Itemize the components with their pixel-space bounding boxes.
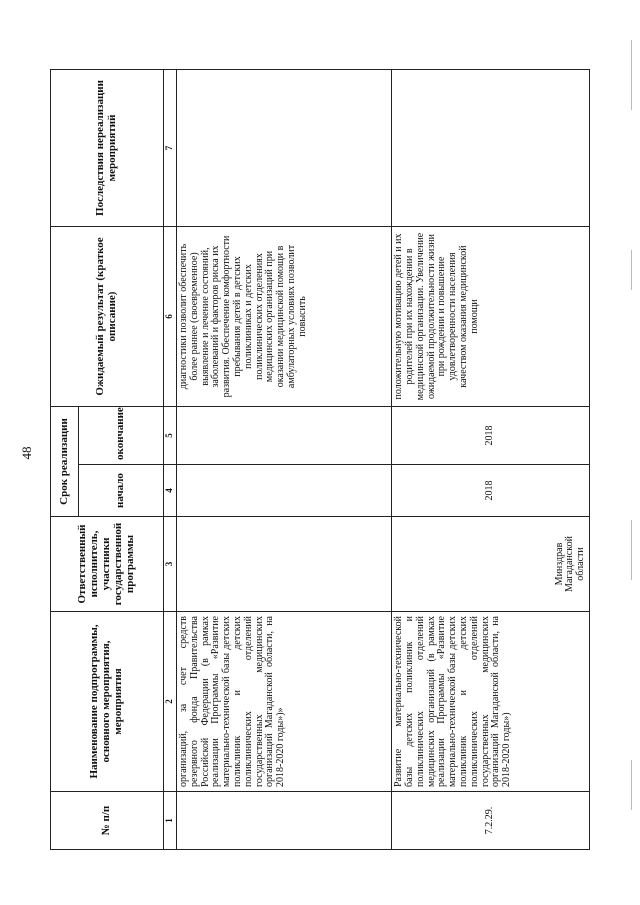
header-end: окончание: [79, 406, 164, 464]
header-start: начало: [79, 465, 164, 517]
column-number: 5: [164, 406, 177, 464]
row-name: Развитие материально-технической базы детских поликлиник и поликлинических отделений медицинских организаций (в рамках реализации Программы «Развитие материально-технической базы детских поликлиник и детских поликлинических отделений государственных медицинских организаций Магаданской области, на 2018-2020 годы»): [392, 612, 590, 792]
table-row: [392, 69, 590, 849]
row-name: организаций, за счет средств резервного фонда Правительства Российской Федерации (в рамках реализации Программы «Развитие материально-технической базы детских поликлиник и детских поликлинических отделений государственных медицинских организаций Магаданской области, на 2018-2020 годы»)»: [177, 612, 392, 792]
column-number: 3: [164, 517, 177, 612]
row-consequences: [392, 69, 590, 226]
row-num: [177, 792, 392, 850]
scan-edge-mark: [631, 40, 632, 110]
header-executor: Ответственный исполнитель, участники государственной программы: [51, 517, 164, 612]
header-name: Наименование подпрограммы, основного мероприятия, мероприятия: [51, 612, 164, 792]
column-number-row: [164, 69, 177, 849]
row-start: [177, 465, 392, 517]
row-num: 7.2.29.: [392, 792, 590, 850]
column-number: 1: [164, 792, 177, 850]
header-consequences: Последствия нереализации мероприятий: [51, 69, 164, 226]
header-num: № п/п: [51, 792, 164, 850]
table-row: [177, 69, 392, 849]
column-number: 7: [164, 69, 177, 226]
row-consequences: [177, 69, 392, 226]
row-end: [177, 406, 392, 464]
row-executor: [177, 517, 392, 612]
page-number: 48: [19, 446, 34, 460]
row-end: 2018: [392, 406, 590, 464]
column-number: 6: [164, 226, 177, 406]
scan-edge-mark: [631, 760, 632, 810]
column-number: 2: [164, 612, 177, 792]
row-result: положительную мотивацию детей и их родителей при их нахождении в медицинской организации. Увеличение ожидаемой продолжительности жизни при рождении и повышение удовлетворенности населения качеством оказания медицинской помощи: [392, 226, 590, 406]
header-row-1: [51, 69, 79, 849]
row-result: диагностики позволит обеспечить более раннее (своевременное) выявление и лечение состояний, заболеваний и факторов риска их развития. Обеспечение комфортности пребывания детей в детских поликлиниках и детских поликлинических отделениях медицинских организаций при оказании медицинской помощи в амбулаторных условиях позволит повысить: [177, 226, 392, 406]
scan-edge-mark: [631, 520, 632, 580]
rotated-page-content: [50, 70, 590, 850]
row-start: 2018: [392, 465, 590, 517]
row-executor: Минздрав Магаданской области: [392, 517, 590, 612]
column-number: 4: [164, 465, 177, 517]
program-activities-table: [50, 69, 590, 850]
scan-edge-mark: [631, 250, 632, 290]
header-period: Срок реализации: [51, 406, 79, 516]
header-result: Ожидаемый результат (краткое описание): [51, 226, 164, 406]
